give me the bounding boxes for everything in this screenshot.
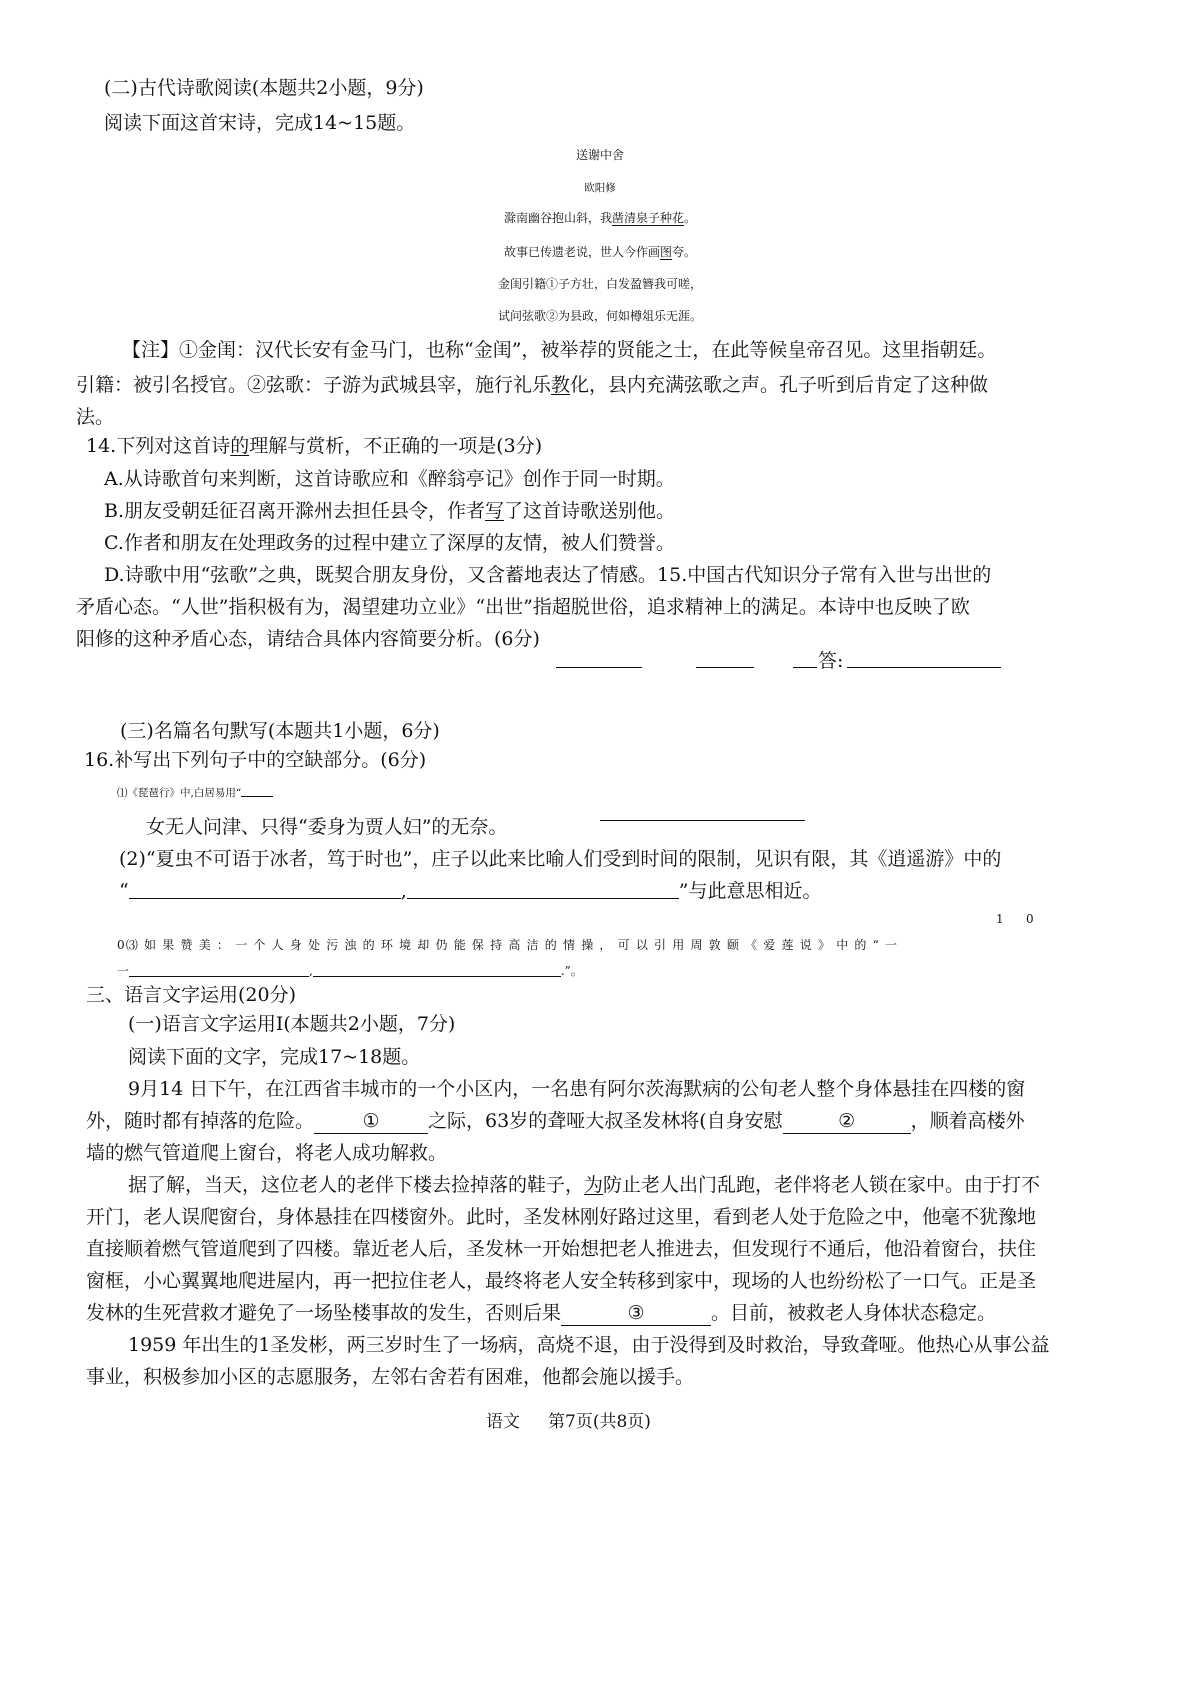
q16-part3-blank-2[interactable] bbox=[313, 964, 561, 977]
q14-option-b-end: 了这首诗歌送别他。 bbox=[504, 500, 676, 522]
poem-line-4: 试问弦歌②为县政，何如樽俎乐无涯。 bbox=[497, 309, 702, 323]
para2-line2: 开门，老人误爬窗台，身体悬挂在四楼窗外。此时，圣发林刚好路过这里，看到老人处于危险之中，他毫不犹豫地 bbox=[86, 1206, 1037, 1228]
q16-stem: 16.补写出下列句子中的空缺部分。(6分) bbox=[84, 749, 427, 771]
footer-subject: 语文 bbox=[486, 1412, 520, 1432]
q14-option-b-underlined: 写 bbox=[485, 500, 505, 522]
answer-label: 答: bbox=[818, 650, 844, 672]
stray-digit-1: 1 bbox=[996, 912, 1004, 926]
q16-part3-line1: 0⑶ 如 果 赞 美 ： 一 个 人 身 处 污 浊 的 环 境 却 仍 能 保 持 高 洁 的 情 操 ， 可 以 引 用 周 敦 颐 《 爱 莲 说 》 中 的 “ 一 bbox=[117, 938, 899, 952]
note-line-2 bbox=[76, 373, 988, 397]
para1-line1: 9月14 日下午，在江西省丰城市的一个小区内，一名患有阿尔茨海默病的公旬老人整个身体悬挂在四楼的窗 bbox=[128, 1078, 1026, 1100]
answer-blank-4[interactable] bbox=[847, 667, 1001, 668]
answer-blank-1[interactable] bbox=[556, 667, 642, 668]
poem-line-1-text: 滁南幽谷抱山斜，我 bbox=[503, 211, 612, 225]
q14-stem bbox=[86, 434, 542, 458]
poem-line-3: 金闺引籍①子方壮，白发盈簪我可嗟， bbox=[497, 277, 702, 291]
poem-line-2-end: 夸。 bbox=[672, 245, 697, 259]
section-heading-recite: (三)名篇名句默写(本题共1小题，6分) bbox=[120, 720, 440, 742]
poem-line-1 bbox=[0, 210, 1200, 226]
q16-part1-text: ⑴《琵琶行》中,白居易用“ bbox=[117, 787, 242, 799]
q16-part2-line1: (2)“夏虫不可语于冰者，笃于时也”，庄子以此来比喻人们受到时间的限制，见识有限，其《逍遥游》中的 bbox=[119, 848, 1002, 870]
stray-digit-0: 0 bbox=[1026, 912, 1034, 926]
q16-part3-line2 bbox=[117, 963, 583, 979]
poem-line-2 bbox=[0, 244, 1200, 260]
note-line-2-end: 化，县内充满弦歌之声。孔子听到后肯定了这种做 bbox=[570, 374, 989, 396]
q14-option-b bbox=[104, 499, 675, 523]
para2-line5 bbox=[86, 1301, 996, 1326]
q15-line-3: 阳修的这种矛盾心态，请结合具体内容简要分析。(6分) bbox=[76, 628, 540, 650]
q16-part1-line1 bbox=[117, 786, 273, 800]
q14-option-b-text: B.朋友受朝廷征召离开滁州去担任县令，作者 bbox=[104, 500, 486, 522]
q16-part1-blank-short[interactable] bbox=[241, 786, 273, 797]
para2-line1-text-b: 防止老人出门乱跑，老伴将老人锁在家中。由于打不 bbox=[603, 1174, 1041, 1196]
note-line-1: 【注】①金闺：汉代长安有金马门，也称“金闺”，被举荐的贤能之士，在此等候皇帝召见。这里指朝廷。 bbox=[122, 339, 997, 361]
q16-part2-open-quote: “ bbox=[119, 880, 129, 902]
para1-line2-text-a: 外，随时都有掉落的危险。 bbox=[86, 1110, 315, 1132]
q16-part1-line2: 女无人问津、只得“委身为贾人妇”的无奈。 bbox=[146, 816, 508, 838]
q16-part3-close: .”。 bbox=[560, 964, 583, 978]
q16-part3-blank-1[interactable] bbox=[129, 964, 309, 977]
footer-page: 第7页(共8页) bbox=[548, 1412, 651, 1432]
para1-line2 bbox=[86, 1109, 1025, 1134]
language-instruction: 阅读下面的文字，完成17~18题。 bbox=[128, 1046, 421, 1068]
para1-line2-text-b: 之际，63岁的聋哑大叔圣发林将(自身安慰 bbox=[428, 1110, 783, 1132]
language-sub-heading: (一)语言文字运用Ⅰ(本题共2小题，7分) bbox=[128, 1013, 456, 1035]
para2-line5-text-a: 发林的生死营救才避免了一场坠楼事故的发生，否则后果 bbox=[86, 1302, 562, 1324]
poem-line-2-underlined: 图 bbox=[659, 245, 672, 259]
q14-stem-text: 14.下列对这首诗 bbox=[86, 435, 231, 457]
para2-line3: 直接顺着燃气管道爬到了四楼。靠近老人后，圣发林一开始想把老人推进去，但发现行不通后，他沿着窗台，扶住 bbox=[86, 1238, 1037, 1260]
para3-line1: 1959 年出生的1圣发彬，两三岁时生了一场病，高烧不退，由于没得到及时救治，导致聋哑。他热心从事公益 bbox=[128, 1334, 1050, 1356]
q14-stem-end: 理解与赏析，不正确的一项是(3分) bbox=[249, 435, 543, 457]
section-heading-poetry: (二)古代诗歌阅读(本题共2小题，9分) bbox=[104, 77, 424, 99]
para2-line5-text-b: 。目前，被救老人身体状态稳定。 bbox=[711, 1302, 997, 1324]
q16-part1-blank-long[interactable] bbox=[600, 820, 805, 821]
para2-line4: 窗框，小心翼翼地爬进屋内，再一把拉住老人，最终将老人安全转移到家中，现场的人也纷纷松了一口气。正是圣 bbox=[86, 1270, 1037, 1292]
para2-line1 bbox=[128, 1173, 1040, 1197]
q14-stem-underlined: 的 bbox=[230, 435, 250, 457]
q16-part2-comma: , bbox=[400, 880, 407, 902]
answer-blank-2[interactable] bbox=[696, 667, 754, 668]
blank-3[interactable]: ③ bbox=[561, 1301, 711, 1326]
blank-1[interactable]: ① bbox=[314, 1109, 428, 1134]
q16-part2-blank-1[interactable] bbox=[129, 880, 401, 899]
section-heading-language: 三、语言文字运用(20分) bbox=[86, 984, 297, 1006]
q16-part2-close: ”与此意思相近。 bbox=[678, 880, 822, 902]
answer-blank-3[interactable] bbox=[793, 667, 817, 668]
blank-2[interactable]: ② bbox=[783, 1109, 911, 1134]
q16-part2-line2 bbox=[119, 879, 821, 903]
note-line-3: 法。 bbox=[76, 406, 115, 428]
poem-author: 欧阳修 bbox=[584, 182, 616, 194]
q14-option-c: C.作者和朋友在处理政务的过程中建立了深厚的友情，被人们赞誉。 bbox=[104, 532, 675, 554]
note-line-2-underlined: 教 bbox=[551, 374, 571, 396]
para2-line1-text-a: 据了解，当天，这位老人的老伴下楼去捡掉落的鞋子， bbox=[128, 1174, 585, 1196]
para1-line2-text-c: ，顺着高楼外 bbox=[910, 1110, 1025, 1132]
q16-part3-prefix: 一 bbox=[117, 964, 130, 978]
q15-line-2: 矛盾心态。“人世”指积极有为，渴望建功立业》“出世”指超脱世俗，追求精神上的满足。本诗中也反映了欧 bbox=[76, 596, 970, 618]
para3-line2: 事业，积极参加小区的志愿服务，左邻右舍若有困难，他都会施以援手。 bbox=[86, 1366, 695, 1388]
poem-line-1-underlined: 凿清泉子种花 bbox=[611, 211, 684, 225]
q16-part2-blank-2[interactable] bbox=[407, 880, 679, 899]
para2-line1-underlined: 为 bbox=[584, 1174, 604, 1196]
poem-line-2-text: 故事已传遗老说，世人今作画 bbox=[503, 245, 660, 259]
q14-option-d: D.诗歌中用“弦歌”之典，既契合朋友身份，又含蓄地表达了情感。15.中国古代知识分子常有入世与出世的 bbox=[104, 564, 992, 586]
q14-option-a: A.从诗歌首句来判断，这首诗歌应和《醉翁亭记》创作于同一时期。 bbox=[104, 468, 675, 490]
para1-line3: 墙的燃气管道爬上窗台，将老人成功解救。 bbox=[86, 1142, 448, 1164]
poem-title: 送谢中舍 bbox=[575, 148, 624, 162]
note-line-2-text: 引籍：被引名授官。②弦歌：子游为武城县宰，施行礼乐 bbox=[76, 374, 552, 396]
footer bbox=[486, 1410, 651, 1434]
q16-part3-comma: , bbox=[309, 964, 313, 978]
poem-line-1-end: 。 bbox=[684, 211, 697, 225]
poetry-instruction: 阅读下面这首宋诗，完成14~15题。 bbox=[104, 112, 416, 134]
